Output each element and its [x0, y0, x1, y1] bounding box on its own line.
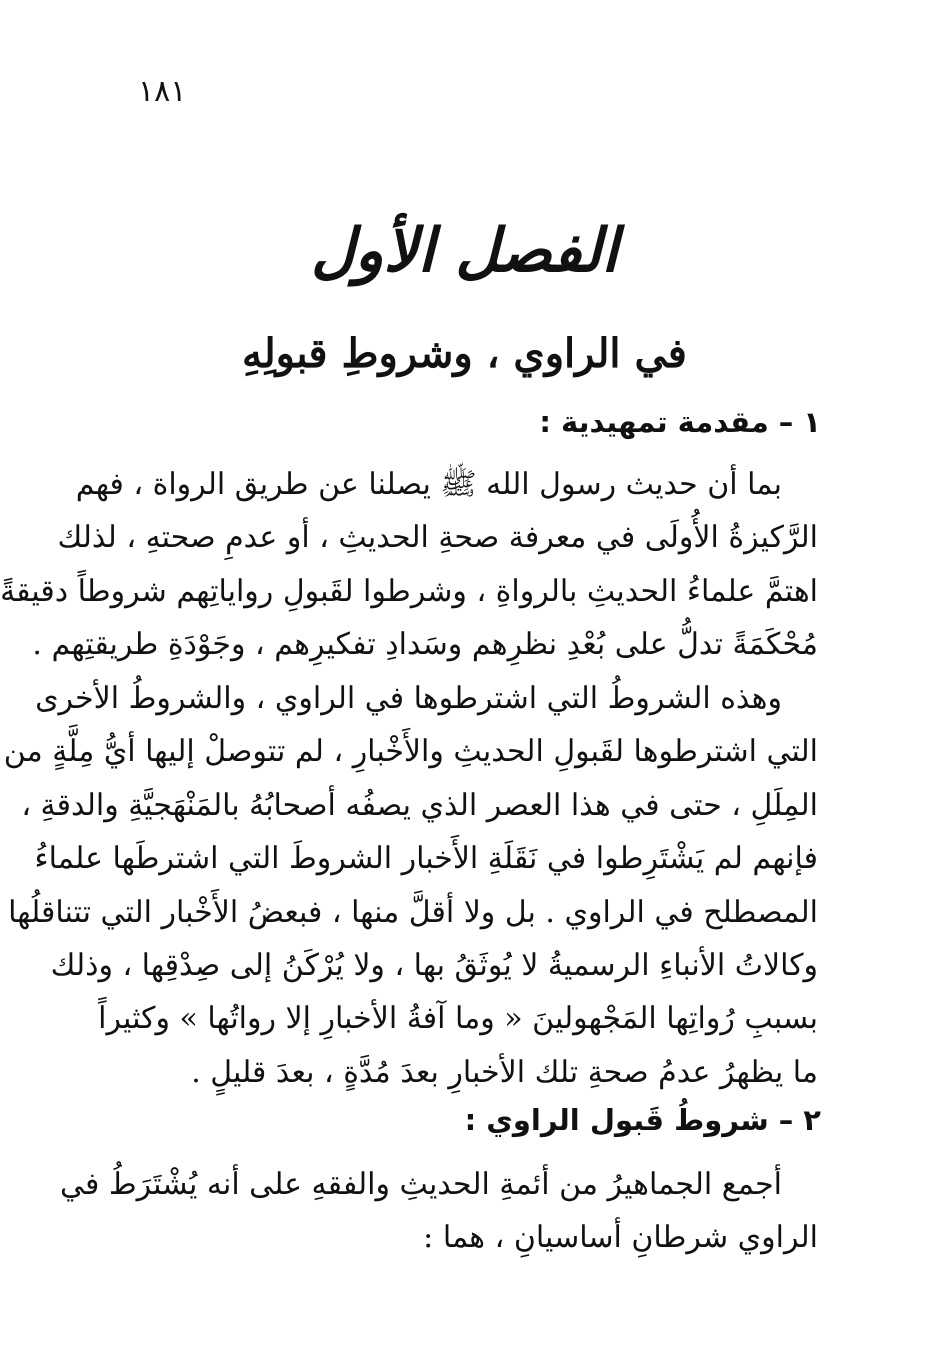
- text-line: المِلَلِ ، حتى في هذا العصر الذي يصفُه أصحابُهُ بالمَنْهَجيَّةِ والدقةِ ،: [21, 787, 818, 823]
- text-line: المصطلح في الراوي . بل ولا أقلَّ منها ، فبعضُ الأَخْبار التي تتناقلُها: [8, 894, 818, 930]
- section-heading-2: [465, 1103, 821, 1137]
- paragraph-intro: [0, 458, 818, 672]
- text-line: التي اشترطوها لقَبولِ الحديثِ والأَخْبارِ ، لم تتوصلْ إليها أيُّ مِلَّةٍ من: [3, 734, 818, 770]
- chapter-title: الفصل الأول: [310, 216, 619, 286]
- page-number: ١٨١: [138, 74, 187, 109]
- section-dash: –: [778, 405, 794, 439]
- text-line: أجمع الجماهيرُ من أئمةِ الحديثِ والفقهِ على أنه يُشْتَرَطُ في: [60, 1167, 782, 1202]
- chapter-subtitle: في الراوي ، وشروطِ قبولِهِ: [242, 330, 687, 377]
- section-number: ١: [803, 405, 821, 439]
- text-line: بما أن حديث رسول الله ﷺ يصلنا عن طريق الرواة ، فهم: [75, 467, 782, 502]
- section-title: شروطُ قَبول الراوي :: [464, 1103, 769, 1137]
- text-line: ما يظهرُ عدمُ صحةِ تلك الأخبارِ بعدَ مُدَّةٍ ، بعدَ قليلٍ .: [191, 1054, 818, 1090]
- text-line: اهتمَّ علماءُ الحديثِ بالرواةِ ، وشرطوا لقَبولِ رواياتِهم شروطاً دقيقةً: [0, 573, 818, 609]
- text-line: بسببِ رُواتِها المَجْهولينَ « وما آفةُ الأخبارِ إلا رواتُها » وكثيراً: [98, 1001, 818, 1037]
- text-line: فإنهم لم يَشْتَرِطوا في نَقَلَةِ الأَخبار الشروطَ التي اشترطَها علماءُ: [34, 841, 818, 877]
- text-line: مُحْكَمَةً تدلُّ على بُعْدِ نظرِهم وسَدادِ تفكيرِهم ، وجَوْدَةِ طريقتِهم .: [32, 627, 818, 663]
- section-heading-1: [539, 405, 821, 439]
- text-line: الراوي شرطانِ أساسيانِ ، هما :: [423, 1220, 818, 1256]
- text-line: الرَّكيزةُ الأُولَى في معرفة صحةِ الحديثِ ، أو عدمِ صحتهِ ، لذلك: [57, 520, 818, 556]
- section-title: مقدمة تمهيدية :: [539, 405, 769, 439]
- paragraph-narrator-conditions: [60, 1158, 818, 1265]
- text-line: وكالاتُ الأنباءِ الرسميةُ لا يُوثَقُ بها ، ولا يُرْكَنُ إلى صِدْقِها ، وذلك: [50, 948, 818, 984]
- paragraph-conditions: [3, 672, 818, 1099]
- section-dash: –: [778, 1103, 794, 1137]
- section-number: ٢: [803, 1103, 821, 1137]
- text-line: وهذه الشروطُ التي اشترطوها في الراوي ، والشروطُ الأخرى: [35, 681, 782, 716]
